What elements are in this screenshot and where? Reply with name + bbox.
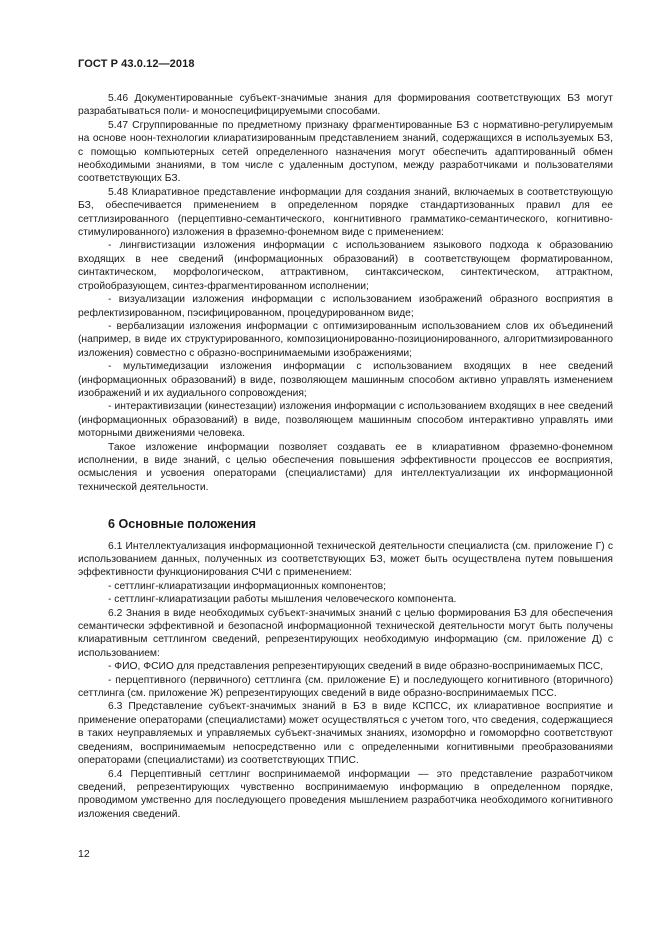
paragraph: Такое изложение информации позволяет создавать ее в клиаративном фраземно-фонемном исполнении, в виде знаний, с целью обеспечения повышения эффективности процессов ее восприятия, осмысления и усвоения операторами (специалистами) для интеллектуализации их информационной технической деятельности. [78, 441, 613, 493]
page-number: 12 [78, 848, 90, 860]
paragraph: 6.3 Представление субъект-значимых знаний в БЗ в виде КСПСС, их клиаративное восприятие и применение операторами (специалистами) может осуществляться с учетом того, что сведения, содержащиеся в таких неуправляемых и управляемых субъект-значимых знаниях, изоморфно и гомоморфно соответствуют сведениям, воспринимаемым непосредственно или с определенными когнитивными преобразованиями операторами (специалистами) из соответствующих ТПИС. [78, 701, 613, 767]
paragraph: 6.4 Перцептивный сеттлинг воспринимаемой информации — это представление разработчиком сведений, репрезентирующих чувственно воспринимаемую информацию в определенном порядке, проводимом умственно для последующего проведения мышлением разработчика необходимого когнитивного изложения сведений. [78, 768, 613, 820]
list-item: - перцептивного (первичного) сеттлинга (см. приложение Е) и последующего когнитивного (вторичного) сеттлинга (см. приложение Ж) репрезентирующих сведений в виде образно-воспринимаемых ПСС. [78, 674, 613, 700]
paragraph: 6.2 Знания в виде необходимых субъект-значимых знаний с целью формирования БЗ для обеспечения семантически эффективной и безопасной информационной технической деятельности могут быть получены клиаративным сеттлингом сведений, репрезентирующих необходимую информацию (см. приложение Д) с использованием: [78, 607, 613, 659]
list-item: - интерактивизации (кинестезации) изложения информации с использованием входящих в нее сведений (информационных образований) в виде, позволяющем машинным способом интерактивно управлять ими моторными движениями человека. [78, 401, 613, 440]
paragraph: 5.47 Сгруппированные по предметному признаку фрагментированные БЗ с нормативно-регулируемым на основе ноон-технологии клиаратизированным представлением знаний, содержащихся в используемых БЗ, с помощью компьютерных сетей определенного назначения могут обеспечить адаптированный обмен необходимыми знаниями, в том числе с удаленным доступом, между разработчиками и пользователями соответствующих БЗ. [78, 119, 613, 185]
list-item: - визуализации изложения информации с использованием изображений образного восприятия в рефлектизированном, пэсифицированном, процедурированном виде; [78, 294, 613, 319]
list-item: - сеттлинг-клиаратизации работы мышления человеческого компонента. [108, 594, 457, 606]
page-body [78, 92, 613, 821]
paragraph: 5.48 Клиаративное представление информации для создания знаний, включаемых в соответствующую БЗ, обеспечивается применением в определенном порядке стандартизованных правил для ее сеттлизированного (перцептивно-семантического, конгнитивного грамматико-семантического, когнитивно-стимулированного) изложения в фраземно-фонемном виде с применением: [78, 186, 613, 239]
list-item: - сеттлинг-клиаратизации информационных компонентов; [108, 580, 386, 592]
section-title: 6 Основные положения [108, 517, 257, 532]
paragraph: 6.1 Интеллектуализация информационной технической деятельности специалиста (см. приложение Г) с использованием данных, полученных из соответствующих БЗ, может быть осуществлена путем повышения эффективности функционирования СЧИ с применением: [78, 540, 613, 579]
list-item: - мультимедизации изложения информации с использованием входящих в нее сведений (информационных образований) в виде, позволяющем машинным способом активно управлять изменением изображений и их аудиального сопровождения; [78, 361, 613, 399]
list-item: - ФИО, ФСИО для представления репрезентирующих сведений в виде образно-воспринимаемых ПСС, [108, 661, 604, 673]
document-header: ГОСТ Р 43.0.12—2018 [78, 58, 195, 70]
list-item: - вербализации изложения информации с оптимизированным использованием слов их объединений (например, в виде их структурированного, композиционированно-позиционированного, алгоритмизированного изложения) совместно с образно-воспринимаемыми изображениями; [78, 320, 613, 359]
list-item: - лингвистизации изложения информации с использованием языкового подхода к образованию входящих в нее сведений (информационных образований) в соответствующем форматированном, синтактическом, морфологическом, аттрактивном, синтаксическом, синтектическом, аттрактном, стройобразующем, синтез-фрагментированном исполнении; [78, 240, 613, 292]
paragraph: 5.46 Документированные субъект-значимые знания для формирования соответствующих БЗ могут разрабатываться поли- и моноспецифицируемыми способами. [78, 93, 613, 118]
